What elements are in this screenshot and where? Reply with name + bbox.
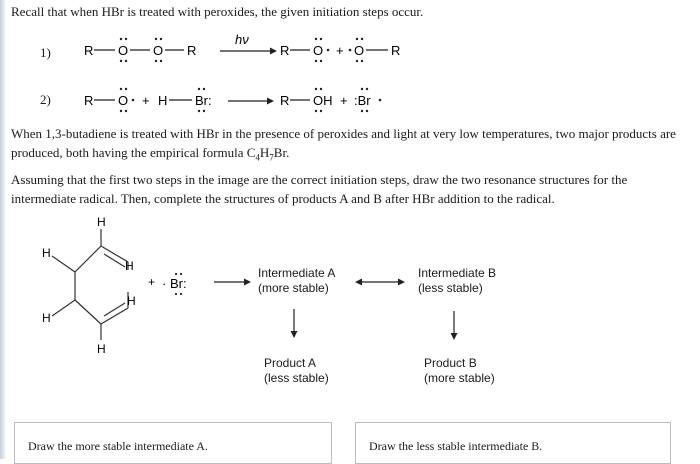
formula-h-subscript: 7 (269, 152, 274, 163)
formula-br: Br. (273, 145, 290, 160)
step1-hv-label: hν (235, 32, 249, 47)
product-b-title: Product B (424, 356, 477, 370)
intermediate-a-title: Intermediate A (258, 266, 336, 280)
intermediate-b-note: (less stable) (418, 281, 483, 295)
question-paragraph-1 (11, 124, 691, 168)
product-a-note: (less stable) (264, 371, 329, 385)
step2-br: Br: (195, 93, 212, 108)
draw-box-intermediate-a[interactable] (14, 422, 332, 464)
intro-text: Recall that when HBr is treated with peroxides, the given initiation steps occur. (11, 4, 424, 19)
question-paragraph-2: Assuming that the first two steps in the image are the correct initiation steps, draw the two resonance structures for the intermediate radical. Then, complete the structures of products A and B after HBr addition to the radical. (11, 172, 628, 206)
step1-reaction (70, 28, 430, 73)
intermediate-a-note: (more stable) (258, 281, 329, 295)
step2-o: O (118, 93, 129, 108)
step2-r: R (84, 93, 94, 108)
intermediate-b-title: Intermediate B (418, 266, 497, 280)
step2-product-br: :Br (354, 93, 371, 108)
molecule-plus: + (148, 275, 156, 289)
step2-product-r: R (280, 93, 290, 108)
reaction-arrow (212, 275, 252, 289)
page-edge-strip (0, 0, 6, 459)
step2-product-oh: OH (313, 93, 333, 108)
step1-arrow-head (270, 48, 277, 55)
step2-h: H (158, 93, 168, 108)
paragraph1-text: When 1,3-butadiene is treated with HBr in the presence of peroxides and light at very low temperatures, two major products are produced, both having the empirical formula C (11, 126, 676, 160)
step1-product-r2: R (391, 43, 401, 58)
step2-reaction (70, 78, 410, 120)
step1-o2: O (153, 43, 164, 58)
step1-plus: + (336, 43, 344, 58)
formula-h: H (259, 145, 270, 160)
step1-product-o2: O (354, 43, 365, 58)
resonance-arrow (355, 275, 405, 289)
product-a-title: Product A (264, 356, 317, 370)
step1-r-left: R (84, 43, 94, 58)
step2-plus1: + (142, 93, 150, 108)
product-a-label (264, 356, 329, 386)
step1-product-r: R (280, 43, 290, 58)
draw-box-a-label: Draw the more stable intermediate A. (28, 439, 208, 453)
molecule-h-left-bottom: H (42, 311, 51, 325)
step2-number: 2) (40, 92, 51, 107)
product-b-note: (more stable) (424, 371, 495, 385)
molecule-h-top: H (97, 215, 106, 229)
bromine-radical: · Br: (162, 276, 187, 291)
molecule-h-right-top: H (125, 259, 134, 273)
draw-box-intermediate-b[interactable] (355, 422, 671, 464)
step1-number: 1) (40, 45, 51, 60)
step1-product-o: O (313, 43, 324, 58)
step1-r-right: R (187, 43, 197, 58)
molecule-h-right-bottom: H (127, 294, 136, 308)
step2-plus2: + (340, 93, 348, 108)
draw-box-b-label: Draw the less stable intermediate B. (369, 439, 543, 453)
down-arrow-a (288, 308, 300, 338)
product-b-label (424, 356, 495, 386)
step2-arrow-head (267, 98, 274, 105)
molecule-h-bottom: H (97, 342, 106, 356)
down-arrow-b (448, 310, 460, 340)
molecule-h-left-top: H (42, 246, 51, 260)
intermediate-b-label (418, 266, 496, 296)
intermediate-a-label (258, 266, 335, 296)
step1-o1: O (118, 43, 129, 58)
formula-c-subscript: 4 (255, 152, 260, 163)
